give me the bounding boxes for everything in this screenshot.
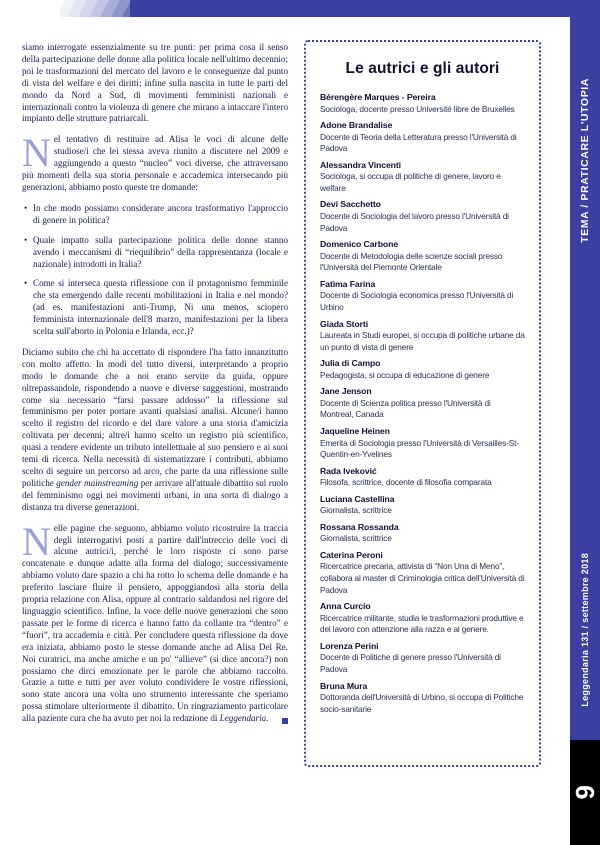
second-paragraph-text: el tentativo di restituire ad Alisa le voci di alcune delle studiose/i che lei stessa aveva riunito a discutere nel 2009 e aggiungendo a questo “nucleo” voci diverse, che attraversano più momenti della sua storia personale e accademica intersecando più generazioni, abbiamo posto queste tre domande:: [22, 134, 288, 192]
author-description: Giornalista, scrittrice: [320, 533, 392, 544]
author-entry: [320, 550, 525, 596]
third-paragraph-block: [22, 347, 288, 514]
page-number: 9: [569, 785, 600, 800]
author-description: Dottoranda dell'Università di Urbino, si occupa di Politiche socio-sanitarie: [320, 692, 524, 714]
right-sidebar: [570, 0, 600, 845]
author-name: Adone Brandalise: [320, 120, 393, 131]
fourth-paragraph-text-c: .: [266, 713, 269, 724]
author-description: Docente di Metodologia delle scienze sociali presso l'Università del Piemonte Orientale: [320, 250, 503, 273]
fourth-paragraph-block: [22, 518, 288, 725]
author-entry: [320, 641, 525, 676]
list-item: • In che modo possiamo considerare ancora trasformativo l'approccio di genere in politica?: [33, 203, 288, 227]
author-name: Jaqueline Heinen: [320, 426, 390, 436]
author-entry: [320, 199, 525, 234]
author-name: Giada Storti: [320, 318, 369, 329]
author-entry: [320, 92, 525, 115]
section-label-container: [570, 30, 600, 290]
author-description: Laureata in Studi europei, si occupa di politiche urbane da un punto di vista di genere: [320, 330, 525, 352]
author-description: Docente di Scienza politica presso l'Università di Montreal, Canada: [320, 397, 491, 420]
author-name: Rada Iveković: [320, 465, 377, 476]
author-name: Anna Curcio: [320, 601, 371, 612]
author-name: Caterina Peroni: [320, 549, 383, 560]
author-name: Luciana Castellina: [320, 493, 395, 504]
author-entry: [320, 466, 525, 489]
author-description: Pedagogista, si occupa di educazione di genere: [320, 369, 490, 380]
list-item: • Come si interseca questa riflessione con il protagonismo femminile che sta emergendo dalle recenti mobilitazioni in Italia e nel mondo? (ad es. manifestazioni anti-Trump, Ni una menos, sciopero femminista internazionale dell'8 marzo, manifestazioni per la libera scelta sull'aborto in Polonia e Irlanda, ecc.)?: [33, 278, 288, 338]
author-entry: [320, 681, 525, 716]
top-blue-bar: [130, 0, 600, 17]
end-of-article-marker: [282, 718, 288, 724]
author-name: Bérengère Marques - Pereira: [320, 92, 436, 102]
authors-box-title: Le autrici e gli autori: [345, 60, 500, 77]
author-entry: [320, 358, 525, 381]
author-description: Sociologa, docente presso Université libre de Bruxelles: [320, 103, 515, 114]
authors-list: [320, 92, 525, 715]
author-entry: [320, 120, 525, 155]
author-name: Bruna Mura: [320, 680, 368, 691]
author-description: Docente di Politiche di genere presso l'Università di Padova: [320, 652, 501, 675]
article-text-column: [22, 42, 288, 734]
author-name: Devi Sacchetto: [320, 199, 381, 210]
list-item: • Quale impatto sulla partecipazione politica delle donne stanno avendo i meccanismi di “riequilibrio” della rappresentanza (locale e nazionale) introdotti in Italia?: [33, 235, 288, 271]
author-name: Rossana Rossanda: [320, 521, 399, 532]
fourth-paragraph-text-a: elle pagine che seguono, abbiamo voluto ricostruire la traccia degli interrogativi posti a partire dall'intreccio delle voci di alcune autrici/i, perché le loro risposte ci sono parse concatenate e dunque adatte alla forma del dialogo; successivamente abbiamo voluto dare spazio a chi ha rotto lo schema delle domande e ha preferito lasciare fluire il pensiero, appoggiandosi alla storia della propria relazione con Alisa, oppure al contrario saldandosi nel rigore del linguaggio scientifico. Infine, la voce delle nuove generazioni che sono passate per le forme di ricerca e hanno fatto da collante tra “dentro” e “fuori”, tra accademia e città. Per concludere questa riflessione da dove era iniziata, abbiamo posto le stesse domande anche ad Alisa Del Re. Noi curatrici, ma anche amiche e un po' “allieve” (si dice ancora?) non possiamo che dirci emozionate per le parole che abbiamo raccolto. Grazie a tutte e tutti per aver voluto condividere le vostre riflessioni, sono state ancora una volta uno strumento interessante che speriamo possa stimolare ulteriormente il dibattito. Un ringraziamento particolare alla paziente cura che ha avuto per noi la redazione di: [22, 522, 288, 724]
page-number-block: [570, 740, 600, 845]
drop-cap-n-second: N: [22, 518, 51, 564]
issue-label-container: [570, 535, 600, 725]
author-entry: [320, 239, 525, 274]
author-entry: [320, 319, 525, 354]
author-name: Domenico Carbone: [320, 239, 399, 250]
gender-mainstreaming-italic: gender mainstreaming: [56, 477, 139, 488]
diagonal-stripes-decoration: [60, 0, 135, 17]
leggendaria-italic: Leggendaria: [219, 713, 267, 724]
author-description: Giornalista, scrittrice: [320, 505, 392, 516]
author-entry: [320, 522, 525, 545]
author-entry: [320, 386, 525, 421]
questions-list: [22, 203, 288, 338]
author-name: Alessandra Vincenti: [320, 159, 401, 170]
author-description: Docente di Teoria della Letteratura presso l'Università di Padova: [320, 131, 517, 154]
author-description: Ricercatrice militante, studia le trasformazioni produttive e del lavoro con attenzione alla razza e al genere.: [320, 612, 524, 635]
author-description: Docente di Sociologia economica presso l'Università di Urbino: [320, 290, 514, 312]
author-description: Emerita di Sociologia presso l'Università di Versailles-St-Quentin-en-Yvelines: [320, 437, 519, 460]
author-name: Jane Jenson: [320, 386, 372, 397]
third-paragraph-text-b: per arrivare all'attuale dibattito sul ruolo del femminismo oggi nei movimenti urbani, in una sorta di dialogo a distanza tra diverse generazioni.: [22, 477, 288, 512]
section-label: TEMA / PRATICARE L'UTOPIA: [579, 77, 591, 243]
author-entry: [320, 160, 525, 195]
author-entry: [320, 279, 525, 314]
author-description: Ricercatrice precaria, attivista di “Non Una di Meno”, collabora al master di Criminologia critica dell'Università di Padova: [320, 561, 525, 595]
author-description: Filosofa, scrittrice, docente di filosofia comparata: [320, 477, 492, 488]
author-entry: [320, 426, 525, 461]
author-description: Docente di Sociologia del lavoro presso l'Università di Padova: [320, 210, 509, 233]
top-decorative-band: [0, 0, 600, 17]
intro-paragraph: siamo interrogate essenzialmente su tre punti: per prima cosa il senso della partecipazione delle donne alla politica locale nell'ultimo decennio; poi le trasformazioni del mercato del lavoro e le conseguenze dal punto di vista del welfare e dei diritti; infine sulla nascita in tutte le parti del mondo da Nord a Sud, di movimenti femministi nazionali e internazionali contro la violenza di genere che mirano a intaccare l'intero impianto delle strutture patriarcali.: [22, 42, 288, 124]
author-entry: [320, 601, 525, 636]
third-paragraph-text-a: Diciamo subito che chi ha accettato di rispondere l'ha fatto innanzitutto con molto affetto. In modi del tutto diversi, interpretando a proprio modo le domande che a noi erano servite da guida, oppure oltrepassandole, rispondendo a nuove e diverse suggestioni, mostrando come sia necessario “farsi passare addosso” la riflessione sul femminismo per poter portare avanti qualsiasi analisi. Alcune/i hanno scelto il registro del ricordo e del dare valore a una storia d'amicizia coltivata per decenni; altre/i hanno scelto un registro più scientifico, quasi a rendere evidente un tributo intellettuale al suo pensiero e ai suoi temi di ricerca. Nella necessità di sistematizzare i contributi, abbiamo scelto di seguire un percorso ad arco, che parte da una riflessione sulle politiche: [22, 346, 288, 488]
author-description: Sociologa, si occupa di politiche di genere, lavoro e welfare: [320, 171, 501, 193]
authors-box: [304, 40, 541, 767]
second-paragraph-block: [22, 130, 288, 194]
author-name: Lorenza Perini: [320, 640, 379, 651]
author-entry: [320, 494, 525, 517]
drop-cap-n-first: N: [22, 130, 51, 176]
author-name: Fatima Farina: [320, 278, 376, 289]
issue-label: Leggendaria 131 / settembre 2018: [580, 553, 590, 707]
author-name: Julia di Campo: [320, 358, 381, 369]
